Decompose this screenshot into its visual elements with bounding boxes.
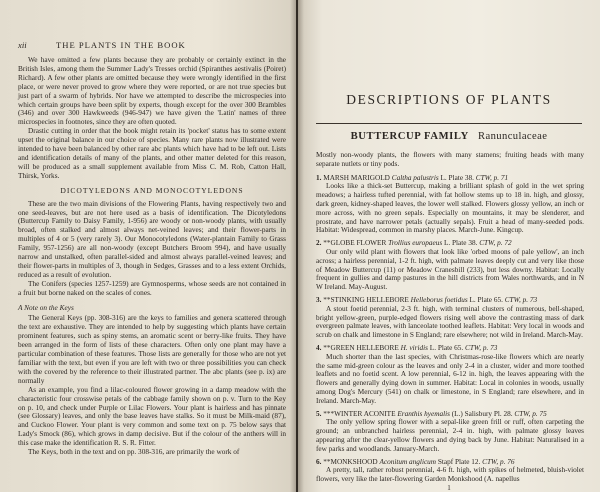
left-page-body — [18, 56, 286, 457]
left-page — [0, 0, 296, 492]
left-paragraph-2: Drastic cutting in order that the book might retain its 'pocket' status has to some extent upset the original balance in our choice of species. Many rare plants now illustrated were intended to have been balanced by other rare abc plants which have had to be left out. Lists and identification details of many of the plants, and other matter deleted for this reason, will be produced as a small supplement available from Miss C. M. Rob, Catton Hall, Thirsk, Yorks. — [18, 126, 286, 180]
plant-entry-3 — [316, 296, 584, 340]
entry-authority: L. — [443, 239, 451, 248]
plant-entry-2 — [316, 239, 584, 292]
left-running-title: THE PLANTS IN THE BOOK — [56, 40, 186, 50]
right-page-body — [316, 151, 584, 484]
plant-entry-6 — [316, 458, 584, 484]
left-paragraph-1: We have omitted a few plants because they are probably or certainly extinct in the British Isles, among them the Summer Lady's Tresses orchid (Spiranthes aestivalis (Poiret) Richard). A few other plants are omitted because they were wrongly identified in the first place, or were never proved to grow where they were reported, or are not true species but just part of a swarm of hybrids. Nor have we attempted to describe the microspecies into which certain groups have been split by experts, though except for the over 300 Brambles (346) and over 300 Hawkweeds (946-947) we have given the 'Latin' names of three microspecies in footnotes, since they are often quoted. — [18, 55, 286, 127]
keys-subheading: A Note on the Keys — [18, 302, 74, 312]
entry-latin: H. viridis — [400, 343, 428, 352]
section-heading: DICOTYLEDONS AND MONOCOTYLEDONS — [60, 185, 244, 195]
plant-entry-4 — [316, 344, 584, 406]
entry-plate: Pl. 28. — [493, 409, 513, 418]
family-intro: Mostly non-woody plants, the flowers with many stamens; fruiting heads with many separate nutlets or tiny pods. — [316, 151, 584, 168]
entry-description: The only yellow spring flower with a sepal-like green frill or ruff, often carpeting the ground; an unbranched hairless perennial, 2-4 in. high, with palmate glossy leaves appearing after the clear-yellow flowers and dying back by June. Habitat: Naturalised in a few parks and woodlands. January-March. — [316, 418, 584, 453]
entry-latin: Eranthis hyemalis — [397, 409, 450, 418]
entry-ctw: CTW, p. 73 — [465, 343, 498, 352]
plant-entry-1 — [316, 174, 584, 236]
entry-latin: Trollius europaeus — [388, 239, 443, 248]
entry-number: 5. — [316, 409, 322, 418]
entry-ctw: CTW, p. 72 — [479, 239, 512, 248]
section-paragraph-2: The Conifers (species 1257-1259) are Gymnosperms, whose seeds are not contained in a fruit but borne naked on the scales of cones. — [18, 278, 286, 297]
entry-description: A stout foetid perennial, 2-3 ft. high, with terminal clusters of numerous, bell-shaped, bright yellow-green, purple-edged flowers rising well above the contrasting mass of dark evergreen palmate leaves, with lanceolate toothed leaflets. Habitat: Very local in woods and scrub on chalk and limestone in S England; rare elsewhere; not wild in Ireland. March-May. — [316, 304, 584, 340]
entry-number: 4. — [316, 343, 322, 352]
family-latin: Ranunculaceae — [478, 131, 548, 142]
family-name: BUTTERCUP FAMILY — [350, 131, 469, 142]
entry-plate: Plate 38. — [448, 173, 474, 182]
title-rule-top — [316, 123, 582, 124]
entry-ctw: CTW, p. 75 — [514, 409, 547, 418]
section-paragraph-1: These are the two main divisions of the Flowering Plants, having respectively two and one seed-leaves, but are not here used as a basis of identification. The Dicotyledons (Buttercup Family to Daisy Family, 1-956) are woody or non-woody plants, with usually broad, often stalked and almost always net-veined leaves; and their flower-parts in multiples of 4 or 5 (very rarely 3). Our Monocotyledons (Water-plantain Family to Grass Family, 957-1256) are all non-woody (except Butchers Broom 994), and have usually narrow and unstalked, often parallel-sided and almost always parallel-veined leaves; and their flower-parts in multiples of 3, though in Sedges, Grasses and to a less extent Orchids, reduced as a result of evolution. — [18, 198, 286, 279]
entry-plate: Plate 38. — [452, 239, 478, 248]
entry-description: Looks like a thick-set Buttercup, making a brilliant splash of gold in the wet spring meadows; a hairless tufted perennial, with fat hollow stems up to 18 in. high, and glossy, dark green, kidney-shaped leaves, the lower well stalked. Flowers glossy yellow, an inch or more across, with no green sepals. Especially on mountains, it may be slenderer, and prostrate, and have narrower petals (actually sepals). Fruit a head of many-seeded pods. Habitat: Widespread, common in marshy places. March-June. Kingcup. — [316, 182, 584, 235]
entry-authority: L. — [469, 295, 476, 304]
family-heading — [298, 131, 600, 142]
entry-description: Much shorter than the last species, with Christmas-rose-like flowers which are nearly the same mid-green colour as the leaves and only 2-4 in a cluster, wider and more toothed leaflets and no foetid scent. A low perennial, 6-12 in. high, the leaves appearing with the flowers and generally dying down in summer. Habitat: Local in colonies in woods, usually among Dog's Mercury (541) on chalk or limestone, in S England; rare elsewhere, and in Ireland. March-May. — [316, 352, 584, 405]
keys-paragraph-1: The General Keys (pp. 308-316) are the keys to families and genera scattered through the text are exhaustive. They are intended to help by suggesting which plants have certain prominent features, such as spiny stems, an aromatic scent or berry-like fruits. They have been arranged in the form of lists of these characters. Often only one plant may have a particular combination of these features. Those lists are generally for those who are not yet familiar with the text, but even if you are left with two or three possibilities you can check with the covered by the reference to their illustrated partner. The abc plants (see p. ix) are normally — [18, 313, 286, 385]
entry-name: **STINKING HELLEBORE — [323, 295, 409, 304]
entry-name: **GREEN HELLEBORE — [323, 343, 399, 352]
entry-authority: (L.) Salisbury — [451, 409, 493, 418]
left-page-number: xii — [18, 40, 27, 50]
keys-paragraph-2: As an example, you find a lilac-coloured flower growing in a damp meadow with the characteristic four crosswise petals of the cabbage family shown on p. v. Turn to the Key on p. 10, and check under Purple or Lilac Flowers. Your plant is hairless and has pinnate (see Glossary) leaves, and only the base leaves have stalks. So it must be Milk-maid (87), and Cuckoo Flower. Your plant is very common and some text on p. 75 below says that Lady's Smock (86), which grows in damp decisive. But if the colour of the anthers will in this case make the identification R. S. R. Fitter. — [18, 384, 286, 448]
entry-authority: L. — [429, 343, 437, 352]
entry-plate: Plate 65. — [437, 343, 464, 352]
entry-name: MARSH MARIGOLD — [323, 173, 390, 182]
entry-number: 6. — [316, 457, 322, 466]
page-title: DESCRIPTIONS OF PLANTS — [346, 92, 552, 107]
entry-ctw: CTW, p. 73 — [504, 295, 538, 304]
keys-paragraph-3: The Keys, both in the text and on pp. 308-316, are primarily the work of — [28, 447, 240, 457]
entry-number: 2. — [316, 239, 322, 248]
entry-plate: Plate 12. — [454, 457, 481, 466]
entry-authority: L. — [440, 173, 447, 182]
right-page-foot-mark: 1 — [447, 484, 451, 492]
entry-description: Our only wild plant with flowers that look like 'orbed moons of pale yellow', an inch across; a hairless perennial, 1-2 ft. high, with palmate leaves deeply cut and very like those of Meadow Buttercup (11) or Meadow Cranesbill (233), but less downy. Habitat: Locally frequent in gullies and damp pastures in the hill districts from Wales northwards, and in N W Ireland. May-August. — [316, 247, 584, 292]
entry-description: A pretty, tall, rather robust perennial, 4-6 ft. high, with spikes of helmeted, bluish-violet flowers, very like the later-flowering Garden Monkshood (A. napellus — [316, 466, 584, 484]
entry-authority: Stapf — [437, 457, 454, 466]
entry-number: 1. — [316, 173, 322, 182]
plant-entry-5 — [316, 410, 584, 454]
entry-name: **GLOBE FLOWER — [323, 239, 387, 248]
entry-name: **MONKSHOOD — [323, 457, 378, 466]
entry-number: 3. — [316, 295, 322, 304]
entry-ctw: CTW, p. 71 — [475, 173, 509, 182]
entry-latin: Aconitum anglicum — [379, 457, 437, 466]
entry-name: ***WINTER ACONITE — [323, 409, 396, 418]
entry-latin: Caltha palustris — [391, 173, 439, 182]
entry-ctw: CTW, p. 76 — [482, 457, 515, 466]
book-gutter-shadow — [290, 0, 304, 492]
right-page — [298, 0, 600, 492]
entry-latin: Helleborus foetidus — [410, 295, 468, 304]
entry-plate: Plate 65. — [477, 295, 503, 304]
